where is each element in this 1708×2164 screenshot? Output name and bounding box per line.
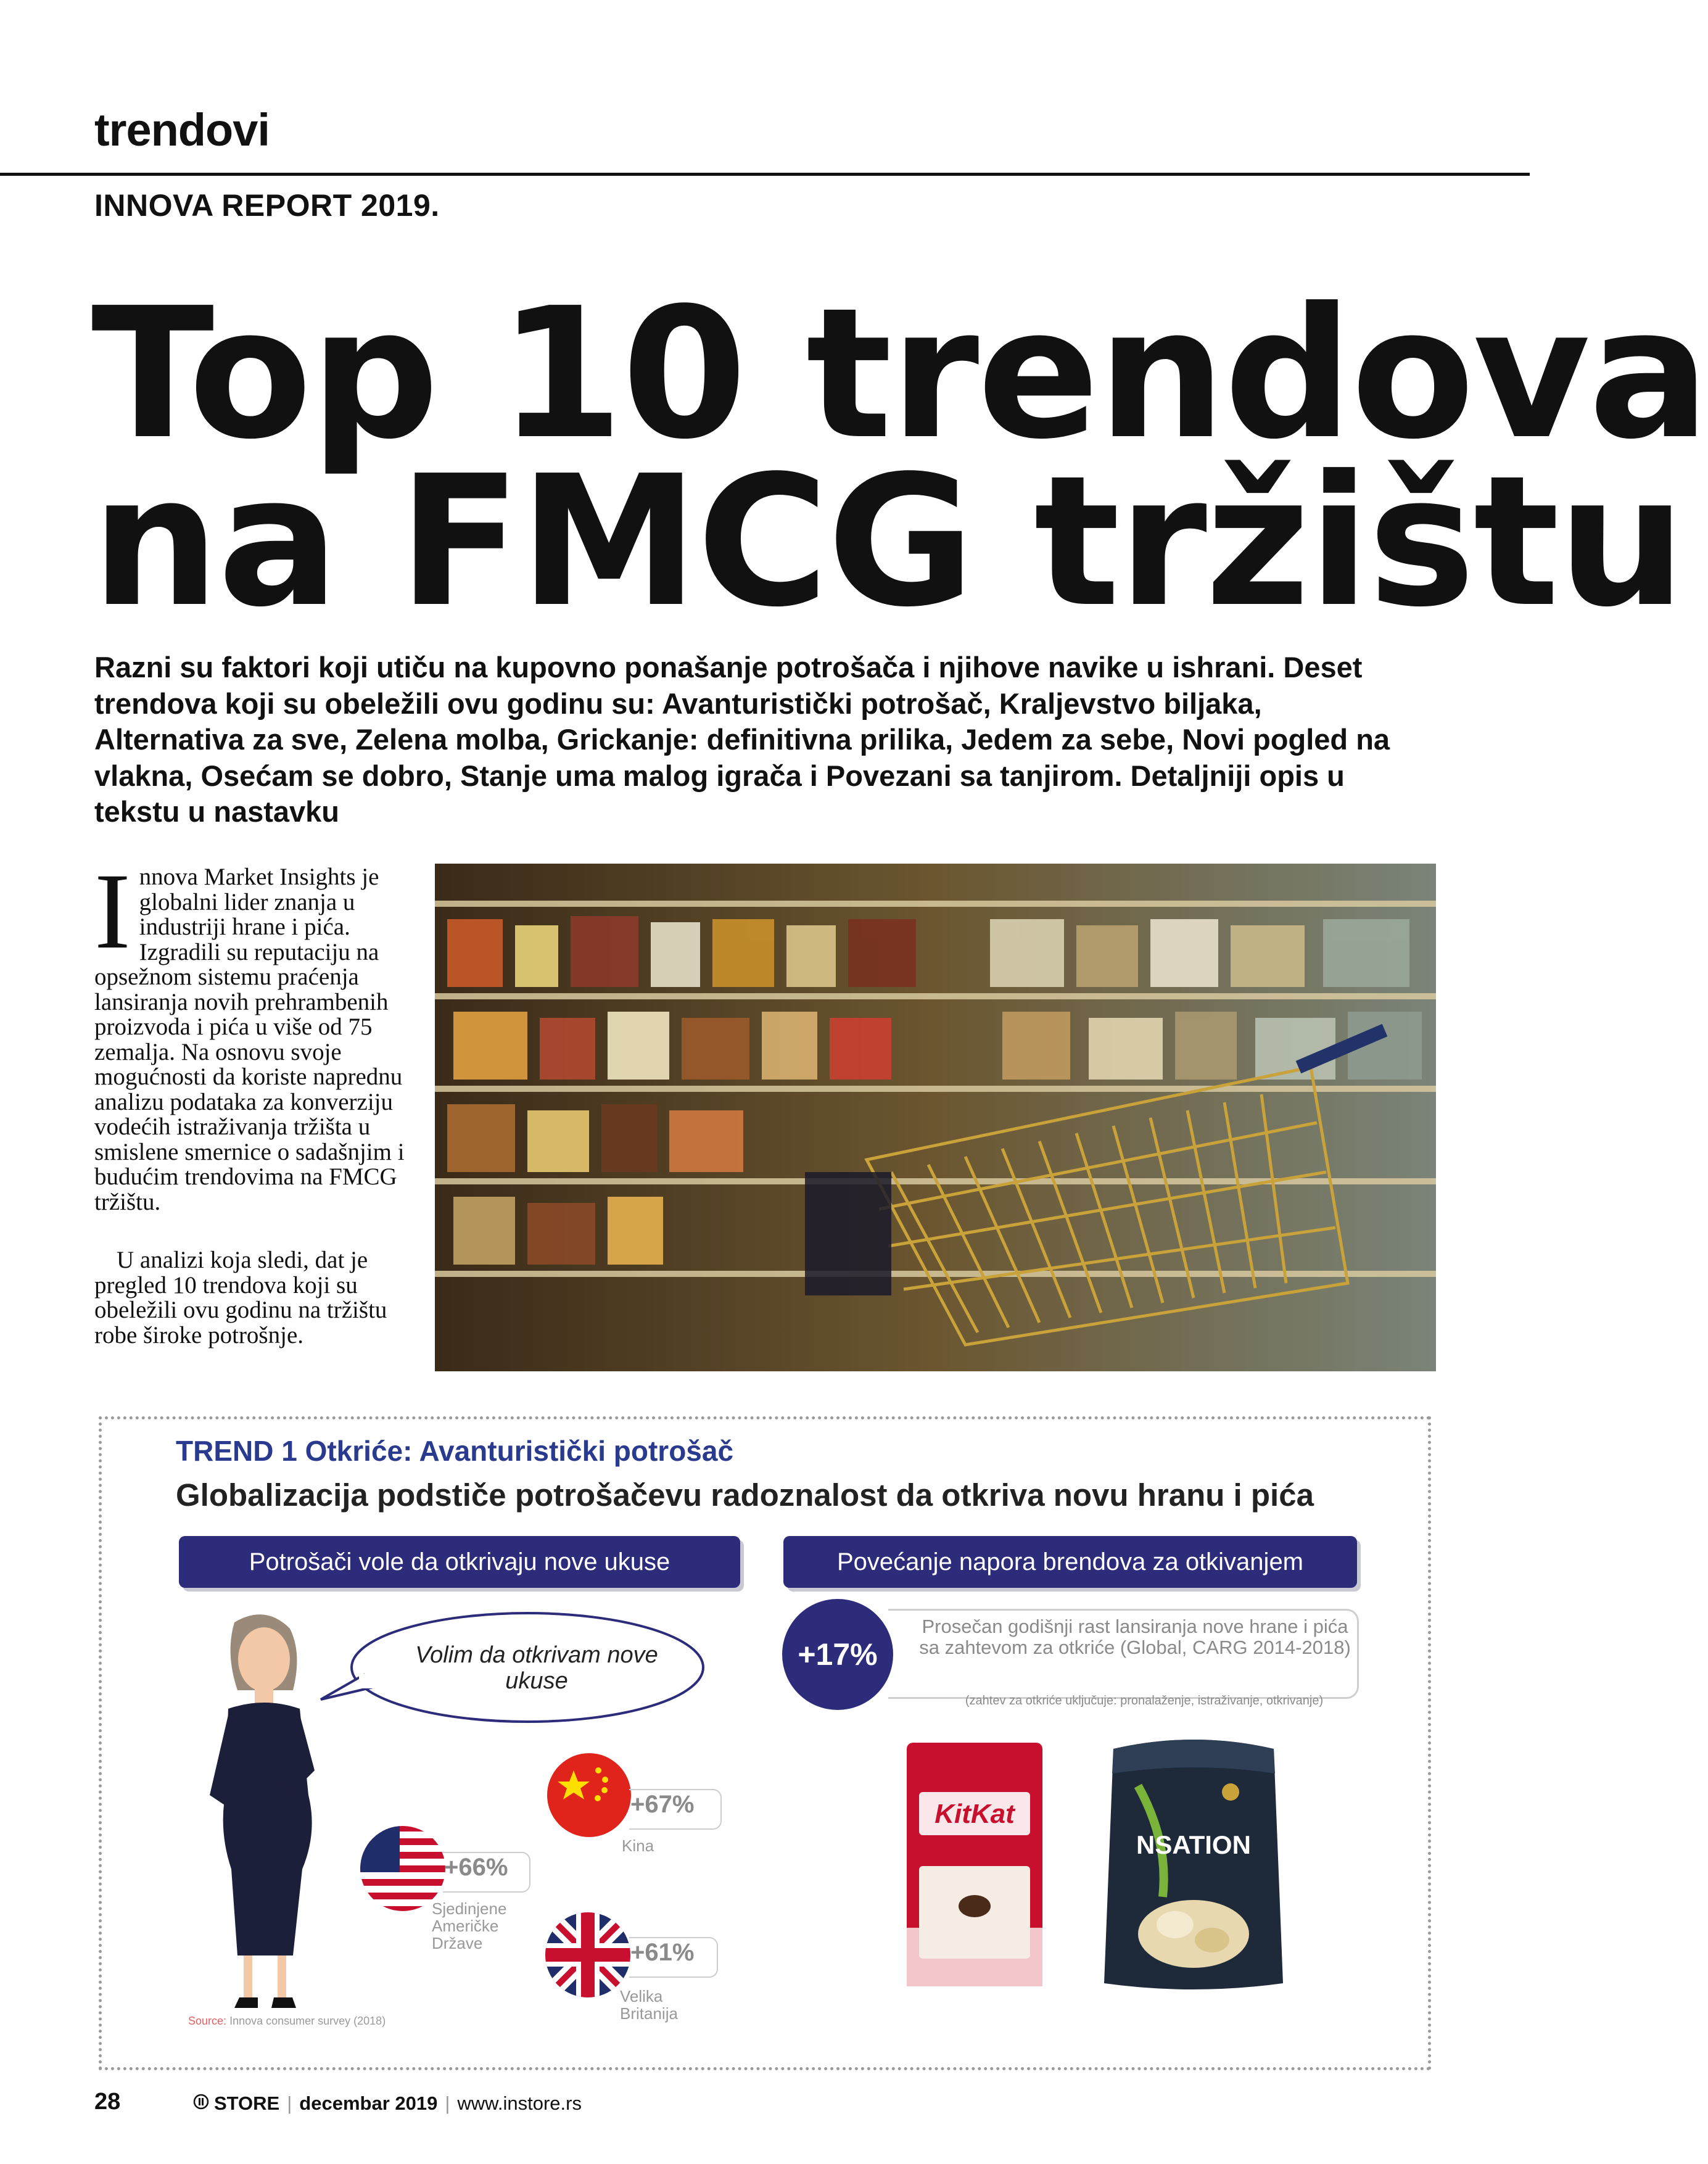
footer-logo-text: STORE xyxy=(214,2092,280,2114)
source-text: Innova consumer survey (2018) xyxy=(229,2015,386,2027)
uk-label: Velika Britanija xyxy=(620,1987,678,2023)
kitkat-brand-text: KitKat xyxy=(934,1799,1015,1829)
china-pct: +67% xyxy=(630,1791,695,1818)
left-heading-bar: Potrošači vole da otkrivaju nove ukuse xyxy=(179,1536,740,1588)
kitkat-product-image xyxy=(901,1743,1049,1986)
stat-description: Prosečan godišnji rast lansiranja nove hrane i pića sa zahtevom za otkriće (Global, CARG 2014-2018) xyxy=(919,1616,1351,1658)
right-heading-bar: Povećanje napora brendova za otkivanjem xyxy=(783,1536,1357,1588)
trend-title: TREND 1 Otkriće: Avanturistički potrošač xyxy=(176,1435,734,1467)
speech-text: Volim da otkrivam nove ukuse xyxy=(415,1642,658,1694)
kicker: INNOVA REPORT 2019. xyxy=(94,188,440,223)
china-label: Kina xyxy=(622,1836,654,1855)
trend-subtitle: Globalizacija podstiče potrošačevu radoznalost da otkriva novu hranu i pića xyxy=(176,1477,1314,1513)
footer-url[interactable]: www.instore.rs xyxy=(457,2092,582,2114)
headline xyxy=(91,269,1708,646)
section-label: trendovi xyxy=(94,104,270,155)
page-number: 28 xyxy=(94,2089,121,2115)
body-column xyxy=(94,851,415,1348)
stat-note: (zahtev za otkriće uključuje: pronalaženje, istraživanje, otkrivanje) xyxy=(965,1694,1324,1708)
source-label: Source: xyxy=(188,2015,227,2027)
body-paragraph-1-text: nnova Market Insights je globalni lider znanja u industriji hrane i pića. Izgradili su reputaciju na opsežnom sistemu praćenja lansiranja novih prehrambenih proizvoda i pića u više od 75 zemalja. Na osnovu svoje mogućnosti da koriste naprednu analizu podataka za konverziju vodećih istraživanja tržišta u smislene smernice o sadašnjim i budućim trendovima na FMCG tržištu. xyxy=(94,864,405,1215)
growth-badge: +17% xyxy=(782,1599,893,1710)
china-flag-icon xyxy=(546,1752,632,1841)
header-rule xyxy=(0,173,1530,176)
lead-paragraph: Razni su faktori koji utiču na kupovno ponašanje potrošača i njihove navike u ishrani. Deset trendova koji su obeležili ovu godinu su: Avanturistički potrošač, Kraljevstvo biljaka, Alternativa za sve, Zelena molba, Grickanje: definitivna prilika, Jedem za sebe, Novi pogled na vlakna, Osećam se dobro, Stanje uma malog igrača i Povezani sa tanjirom. Detaljniji opis u tekstu u nastavku xyxy=(94,651,1390,828)
headline-line-2: na FMCG tržištu xyxy=(91,437,1685,646)
footer-date: decembar 2019 xyxy=(299,2092,438,2114)
body-paragraph-1 xyxy=(94,851,415,1215)
footer-separator-2: | xyxy=(445,2092,450,2114)
source-note xyxy=(188,2015,386,2028)
snack-product-image xyxy=(1101,1737,1286,1993)
uk-pct: +61% xyxy=(630,1939,695,1966)
footer-separator: | xyxy=(287,2092,292,2114)
supermarket-cart-photo xyxy=(435,864,1436,1371)
uk-flag-icon xyxy=(544,1911,632,2002)
headline-line-1: Top 10 trendova xyxy=(91,269,1708,479)
drop-cap: I xyxy=(94,851,131,972)
instore-logo-icon xyxy=(193,2092,209,2115)
footer-magazine xyxy=(193,2092,582,2115)
usa-pct: +66% xyxy=(444,1854,508,1881)
usa-label: Sjedinjene Američke Države xyxy=(432,1899,507,1952)
body-paragraph-2: U analizi koja sledi, dat je pregled 10 trendova koji su obeležili ovu godinu na tržištu robe široke potrošnje. xyxy=(94,1247,387,1348)
snack-brand-text: NSATION xyxy=(1136,1830,1251,1859)
